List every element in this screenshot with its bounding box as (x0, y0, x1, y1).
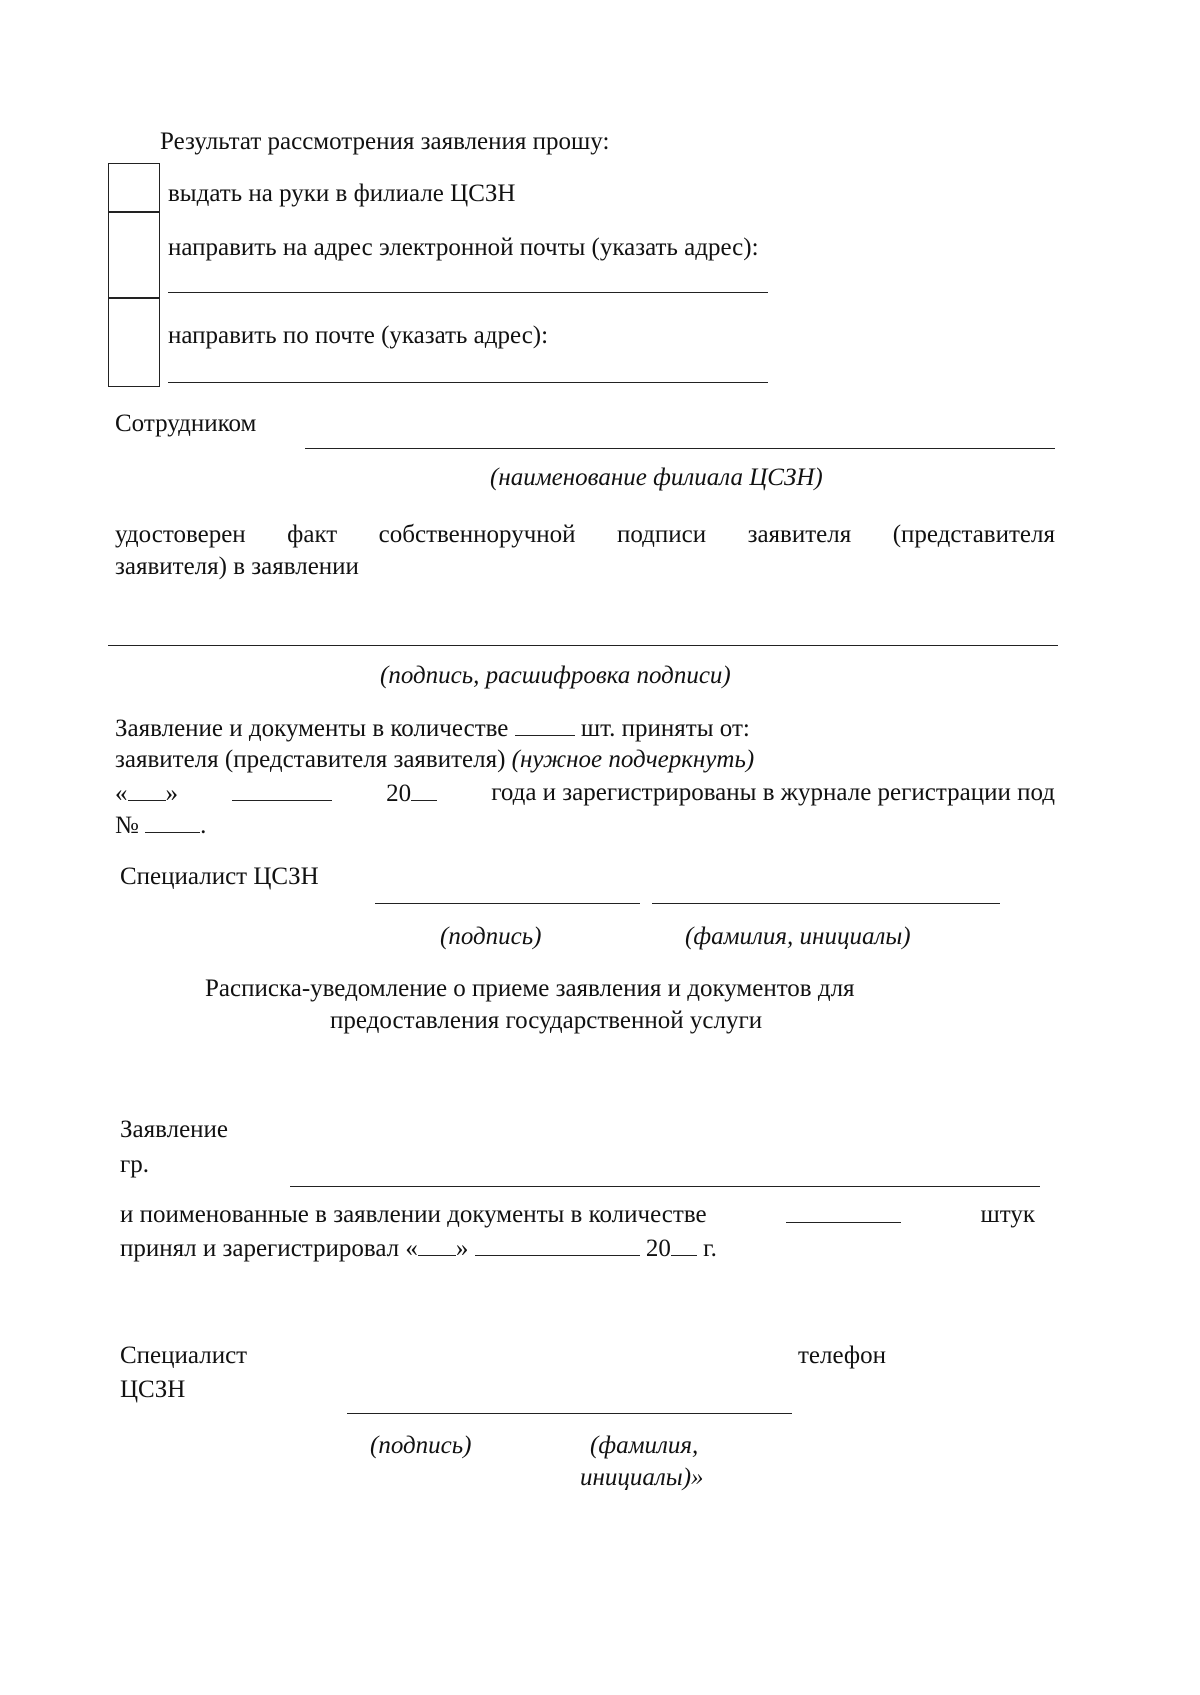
accepted-text-1: Заявление и документы в количестве (115, 715, 509, 742)
option-hand-label: выдать на руки в филиале ЦСЗН (168, 180, 516, 207)
specialist2-label-line-2: ЦСЗН (120, 1376, 186, 1403)
result-intro: Результат рассмотрения заявления прошу: (160, 128, 610, 155)
accepted-from: заявителя (представителя заявителя) (115, 746, 506, 773)
specialist1-name-line[interactable] (652, 903, 1000, 904)
receipt-citizen: гр. (120, 1151, 150, 1178)
specialist1-sign-caption: (подпись) (440, 923, 542, 950)
receipt-day-close: » (455, 1235, 469, 1262)
receipt-year: 20 (645, 1235, 671, 1262)
day-close-quote: » (165, 780, 178, 807)
receipt-year-blank[interactable] (671, 1233, 697, 1256)
receipt-accepted-line (120, 1233, 717, 1264)
receipt-day-blank[interactable] (418, 1233, 456, 1256)
receipt-year-suffix: г. (703, 1235, 717, 1262)
receipt-accepted-text: принял и зарегистрировал « (120, 1235, 418, 1262)
accepted-from-note: (нужное подчеркнуть) (511, 746, 755, 773)
certify-line-2: заявителя) в заявлении (115, 553, 359, 580)
citizen-name-line[interactable] (290, 1186, 1040, 1187)
receipt-docs-text: и поименованные в заявлении документы в количестве (120, 1201, 707, 1228)
specialist2-name-caption-line-1: (фамилия, (590, 1432, 699, 1459)
year-prefix: 20 (386, 780, 412, 807)
option-email-label: направить на адрес электронной почты (указать адрес): (168, 234, 759, 261)
docs-count-blank[interactable] (515, 713, 575, 736)
employee-label: Сотрудником (115, 410, 257, 437)
branch-name-line[interactable] (305, 448, 1055, 449)
specialist1-signature-line[interactable] (375, 903, 640, 904)
checkbox-post[interactable] (108, 297, 160, 387)
accepted-line-2 (115, 745, 754, 775)
checkbox-hand[interactable] (108, 163, 160, 213)
signature-line[interactable] (108, 645, 1058, 646)
specialist2-sign-caption: (подпись) (370, 1432, 472, 1459)
accepted-line-4 (115, 810, 206, 841)
receipt-count-blank[interactable] (786, 1200, 901, 1223)
postal-address-line[interactable] (168, 382, 768, 383)
accepted-text-2: шт. приняты от: (580, 715, 750, 742)
specialist2-phone: телефон (798, 1342, 886, 1369)
day-blank[interactable] (128, 778, 166, 801)
certify-line-1: удостоверен факт собственноручной подписи заявителя (представителя (115, 521, 1055, 548)
year-blank[interactable] (411, 778, 437, 801)
receipt-month-blank[interactable] (475, 1233, 640, 1256)
number-sign: № (115, 812, 139, 839)
accepted-year (386, 778, 437, 809)
accepted-line-1 (115, 713, 750, 744)
option-post-label: направить по почте (указать адрес): (168, 322, 549, 349)
registered-text: года и зарегистрированы в журнале регистрации под (491, 779, 1055, 806)
signature-caption: (подпись, расшифровка подписи) (380, 662, 731, 689)
receipt-title-line-1: Расписка-уведомление о приеме заявления и документов для (205, 975, 855, 1002)
journal-number-blank[interactable] (145, 810, 200, 833)
receipt-docs-line (120, 1200, 1035, 1230)
receipt-title-line-2: предоставления государственной услуги (330, 1007, 763, 1034)
receipt-docs-unit: штук (980, 1201, 1035, 1228)
accepted-line-3 (115, 778, 1055, 809)
specialist1-label: Специалист ЦСЗН (120, 863, 319, 890)
number-dot: . (200, 812, 207, 839)
day-open-quote: « (115, 780, 128, 807)
specialist2-signature-line[interactable] (347, 1413, 792, 1414)
month-blank[interactable] (232, 778, 332, 801)
specialist2-label-line-1: Специалист (120, 1342, 248, 1369)
email-address-line[interactable] (168, 292, 768, 293)
checkbox-email[interactable] (108, 211, 160, 299)
specialist1-name-caption: (фамилия, инициалы) (685, 923, 911, 950)
specialist2-name-caption-line-2: инициалы)» (580, 1464, 704, 1491)
branch-caption: (наименование филиала ЦСЗН) (490, 464, 823, 491)
accepted-date (115, 778, 178, 809)
receipt-statement: Заявление (120, 1116, 229, 1143)
